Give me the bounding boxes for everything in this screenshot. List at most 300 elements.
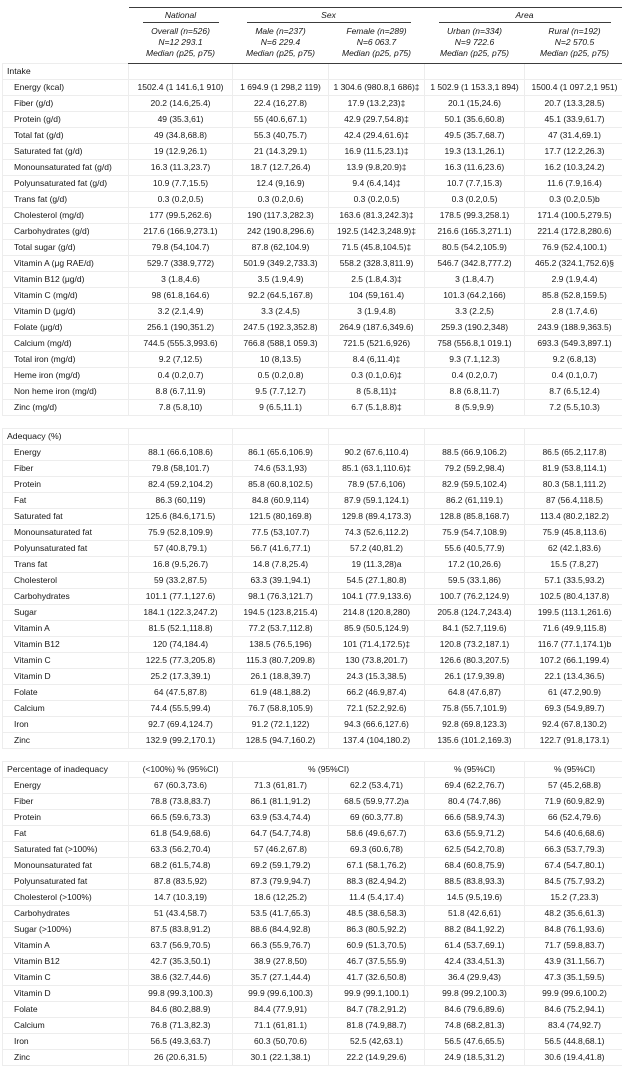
value-cell: 61.9 (48.1,88.2) [233, 685, 329, 701]
value-cell: 67.1 (58.1,76.2) [329, 858, 425, 874]
value-cell: 42.4 (33.4,51.3) [425, 954, 525, 970]
value-cell: 3 (1.8,4.7) [425, 272, 525, 288]
value-cell: 52.5 (42,63.1) [329, 1034, 425, 1050]
value-cell: 55.3 (40,75.7) [233, 128, 329, 144]
value-cell: 120.8 (73.2,187.1) [425, 637, 525, 653]
value-cell: 87.3 (79.9,94.7) [233, 874, 329, 890]
value-cell: 9.2 (7,12.5) [129, 352, 233, 368]
value-cell: 9.2 (6.8,13) [525, 352, 622, 368]
section-spacer [3, 749, 622, 762]
value-cell: 53.5 (41.7,65.3) [233, 906, 329, 922]
table-row [3, 352, 622, 368]
row-label: Energy (kcal) [3, 80, 129, 96]
value-cell: 86.1 (81.1,91.2) [233, 794, 329, 810]
value-cell: 46.7 (37.5,55.9) [329, 954, 425, 970]
row-label: Energy [3, 778, 129, 794]
value-cell: 104.1 (77.9,133.6) [329, 589, 425, 605]
column-header-line: N=9 722.6 [454, 37, 495, 48]
value-cell: 99.8 (99.3,100.3) [129, 986, 233, 1002]
row-label: Energy [3, 445, 129, 461]
value-cell: 62.2 (53.4,71) [329, 778, 425, 794]
value-cell: 242 (190.8,296.6) [233, 224, 329, 240]
value-cell: 9.5 (7.7,12.7) [233, 384, 329, 400]
value-cell: 79.2 (59.2,98.4) [425, 461, 525, 477]
value-cell: 86.3 (80.5,92.2) [329, 922, 425, 938]
value-cell: 87.5 (83.8,91.2) [129, 922, 233, 938]
value-cell: 8.4 (6,11.4)‡ [329, 352, 425, 368]
value-cell: 30.6 (19.4,41.8) [525, 1050, 622, 1066]
row-label: Trans fat (g/d) [3, 192, 129, 208]
value-cell: 76.7 (58.8,105.9) [233, 701, 329, 717]
value-cell: 14.7 (10.3,19) [129, 890, 233, 906]
value-cell: 116.7 (77.1,174.1)b [525, 637, 622, 653]
value-cell: 3.3 (2.4,5) [233, 304, 329, 320]
value-cell: 84.6 (75.2,94.1) [525, 1002, 622, 1018]
value-cell: 71.3 (61,81.7) [233, 778, 329, 794]
row-label: Saturated fat (>100%) [3, 842, 129, 858]
value-cell: 82.4 (59.2,104.2) [129, 477, 233, 493]
value-cell: 1 694.9 (1 298,2 119) [233, 80, 329, 96]
row-label: Non heme iron (mg/d) [3, 384, 129, 400]
value-cell: 38.9 (27.8,50) [233, 954, 329, 970]
value-cell: 19 (11.3,28)a [329, 557, 425, 573]
value-cell: 16.8 (9.5,26.7) [129, 557, 233, 573]
value-cell: 66 (52.4,79.6) [525, 810, 622, 826]
value-cell: 82.9 (59.5,102.4) [425, 477, 525, 493]
row-label: Folate (μg/d) [3, 320, 129, 336]
empty-cell [425, 429, 525, 445]
value-cell: 54.6 (40.6,68.6) [525, 826, 622, 842]
value-cell: 14.8 (7.8,25.4) [233, 557, 329, 573]
row-label: Vitamin A (μg RAE/d) [3, 256, 129, 272]
column-header-line: N=12 293.1 [158, 37, 203, 48]
value-cell: 87.8 (83.5,92) [129, 874, 233, 890]
row-label: Polyunsaturated fat [3, 541, 129, 557]
row-label: Zinc [3, 1050, 129, 1066]
value-cell: 0.5 (0.2,0.8) [233, 368, 329, 384]
value-cell: 51.8 (42.6,61) [425, 906, 525, 922]
empty-cell [233, 429, 329, 445]
value-cell: 62 (42.1,83.6) [525, 541, 622, 557]
value-cell: 35.7 (27.1,44.4) [233, 970, 329, 986]
value-cell: 137.4 (104,180.2) [329, 733, 425, 749]
value-cell: 84.6 (80.2,88.9) [129, 1002, 233, 1018]
table-row [3, 400, 622, 416]
table-row [3, 272, 622, 288]
value-cell: 10.9 (7.7,15.5) [129, 176, 233, 192]
table-row [3, 906, 622, 922]
value-cell: 25.2 (17.3,39.1) [129, 669, 233, 685]
table-row [3, 240, 622, 256]
table-row [3, 208, 622, 224]
value-cell: 10.7 (7.7,15.3) [425, 176, 525, 192]
value-cell: 92.7 (69.4,124.7) [129, 717, 233, 733]
value-cell: 126.6 (80.3,207.5) [425, 653, 525, 669]
column-header-line: Median (p25, p75) [246, 48, 315, 59]
value-cell: 8 (5.8,11)‡ [329, 384, 425, 400]
row-label: Total fat (g/d) [3, 128, 129, 144]
value-cell: 59 (33.2,87.5) [129, 573, 233, 589]
row-label: Vitamin B12 [3, 954, 129, 970]
group-label: National [143, 9, 219, 23]
value-cell: 84.8 (60.9,114) [233, 493, 329, 509]
value-cell: 190 (117.3,282.3) [233, 208, 329, 224]
value-cell: 59.5 (33.1,86) [425, 573, 525, 589]
value-cell: 56.5 (47.6,65.5) [425, 1034, 525, 1050]
row-label: Fat [3, 826, 129, 842]
value-cell: 42.4 (29.4,61.6)‡ [329, 128, 425, 144]
value-cell: 721.5 (521.6,926) [329, 336, 425, 352]
column-header-line: Urban (n=334) [446, 26, 503, 36]
value-cell: 11.6 (7.9,16.4) [525, 176, 622, 192]
value-cell: 86.1 (65.6,106.9) [233, 445, 329, 461]
row-label: Total iron (mg/d) [3, 352, 129, 368]
row-label: Cholesterol (mg/d) [3, 208, 129, 224]
table-row [3, 954, 622, 970]
table-row [3, 288, 622, 304]
row-label: Vitamin C [3, 653, 129, 669]
value-cell: 13.9 (9.8,20.9)‡ [329, 160, 425, 176]
column-subheader: % (95%CI) [425, 762, 525, 778]
value-cell: 26.1 (17.9,39.8) [425, 669, 525, 685]
value-cell: 30.1 (22.1,38.1) [233, 1050, 329, 1066]
value-cell: 68.4 (60.8,75.9) [425, 858, 525, 874]
value-cell: 766.8 (588,1 059.3) [233, 336, 329, 352]
table-row [3, 320, 622, 336]
value-cell: 87 (56.4,118.5) [525, 493, 622, 509]
value-cell: 98 (61.8,164.6) [129, 288, 233, 304]
value-cell: 217.6 (166.9,273.1) [129, 224, 233, 240]
row-label: Fiber [3, 461, 129, 477]
row-label: Iron [3, 717, 129, 733]
column-header-rural [525, 23, 622, 64]
table-row [3, 128, 622, 144]
value-cell: 8.8 (6.7,11.9) [129, 384, 233, 400]
value-cell: 57 (40.8,79.1) [129, 541, 233, 557]
value-cell: 0.3 (0.2,0.5)b [525, 192, 622, 208]
value-cell: 0.3 (0.2,0.5) [425, 192, 525, 208]
group-label: Area [439, 9, 611, 23]
value-cell: 1502.4 (1 141.6,1 910) [129, 80, 233, 96]
row-label: Monounsaturated fat [3, 525, 129, 541]
value-cell: 48.2 (35.6,61.3) [525, 906, 622, 922]
column-header-line: Median (p25, p75) [540, 48, 609, 59]
row-label: Carbohydrates [3, 589, 129, 605]
group-label: Sex [247, 9, 411, 23]
value-cell: 69.3 (60.6,78) [329, 842, 425, 858]
value-cell: 66.3 (55.9,76.7) [233, 938, 329, 954]
row-label: Fat [3, 493, 129, 509]
value-cell: 16.2 (10.3,24.2) [525, 160, 622, 176]
section-title-row [3, 762, 622, 778]
value-cell: 55.6 (40.5,77.9) [425, 541, 525, 557]
table-row [3, 256, 622, 272]
table-row [3, 192, 622, 208]
value-cell: 66.5 (59.6,73.3) [129, 810, 233, 826]
table-row [3, 778, 622, 794]
value-cell: 63.6 (55.9,71.2) [425, 826, 525, 842]
value-cell: 247.5 (192.3,352.8) [233, 320, 329, 336]
value-cell: 69.3 (54.9,89.7) [525, 701, 622, 717]
value-cell: 128.8 (85.8,168.7) [425, 509, 525, 525]
column-header-line: N=2 570.5 [554, 37, 595, 48]
value-cell: 98.1 (76.3,121.7) [233, 589, 329, 605]
table-row [3, 1050, 622, 1066]
value-cell: 76.9 (52.4,100.1) [525, 240, 622, 256]
value-cell: 6.7 (5.1,8.8)‡ [329, 400, 425, 416]
value-cell: 9 (6.5,11.1) [233, 400, 329, 416]
value-cell: 71.9 (60.9,82.9) [525, 794, 622, 810]
table-row [3, 557, 622, 573]
value-cell: 74.6 (53.1,93) [233, 461, 329, 477]
value-cell: 129.8 (89.4,173.3) [329, 509, 425, 525]
value-cell: 2.8 (1.7,4.6) [525, 304, 622, 320]
value-cell: 57.2 (40,81.2) [329, 541, 425, 557]
value-cell: 85.1 (63.1,110.6)‡ [329, 461, 425, 477]
value-cell: 69.2 (59.1,79.2) [233, 858, 329, 874]
row-label: Vitamin B12 [3, 637, 129, 653]
value-cell: 49 (34.8,68.8) [129, 128, 233, 144]
table-row [3, 986, 622, 1002]
value-cell: 56.7 (41.6,77.1) [233, 541, 329, 557]
value-cell: 77.5 (53,107.7) [233, 525, 329, 541]
empty-cell [129, 429, 233, 445]
row-label: Carbohydrates (g/d) [3, 224, 129, 240]
value-cell: 80.3 (58.1,111.2) [525, 477, 622, 493]
value-cell: 22.1 (13.4,36.5) [525, 669, 622, 685]
value-cell: 216.6 (165.3,271.1) [425, 224, 525, 240]
value-cell: 99.9 (99.6,100.2) [525, 986, 622, 1002]
value-cell: 259.3 (190.2,348) [425, 320, 525, 336]
value-cell: 1 502.9 (1 153.3,1 894) [425, 80, 525, 96]
value-cell: 71.7 (59.8,83.7) [525, 938, 622, 954]
section-title-row [3, 429, 622, 445]
row-label: Polyunsaturated fat [3, 874, 129, 890]
row-label: Sugar [3, 605, 129, 621]
value-cell: 79.8 (54,104.7) [129, 240, 233, 256]
value-cell: 41.7 (32.6,50.8) [329, 970, 425, 986]
column-header-row [3, 23, 622, 64]
value-cell: 57 (45.2,68.8) [525, 778, 622, 794]
value-cell: 69.4 (62.2,76.7) [425, 778, 525, 794]
table-row [3, 717, 622, 733]
column-subheader: % (95%CI) [525, 762, 622, 778]
row-label: Folate [3, 685, 129, 701]
value-cell: 64.7 (54.7,74.8) [233, 826, 329, 842]
value-cell: 26.1 (18.8,39.7) [233, 669, 329, 685]
value-cell: 22.4 (16,27.8) [233, 96, 329, 112]
value-cell: 61.4 (53.7,69.1) [425, 938, 525, 954]
value-cell: 86.3 (60,119) [129, 493, 233, 509]
value-cell: 88.1 (66.6,108.6) [129, 445, 233, 461]
row-label: Polyunsaturated fat (g/d) [3, 176, 129, 192]
value-cell: 3 (1.9,4.8) [329, 304, 425, 320]
value-cell: 192.5 (142.3,248.9)‡ [329, 224, 425, 240]
value-cell: 74.4 (55.5,99.4) [129, 701, 233, 717]
value-cell: 177 (99.5,262.6) [129, 208, 233, 224]
column-header-line: Female (n=289) [346, 26, 407, 36]
column-header-overall [129, 23, 233, 64]
value-cell: 75.9 (52.8,109.9) [129, 525, 233, 541]
value-cell: 91.2 (72.1,122) [233, 717, 329, 733]
value-cell: 87.8 (62,104.9) [233, 240, 329, 256]
table-row [3, 573, 622, 589]
value-cell: 87.9 (59.1,124.1) [329, 493, 425, 509]
value-cell: 63.7 (56.9,70.5) [129, 938, 233, 954]
column-subheader: % (95%CI) [233, 762, 425, 778]
value-cell: 15.5 (7.8,27) [525, 557, 622, 573]
value-cell: 81.9 (53.8,114.1) [525, 461, 622, 477]
value-cell: 75.9 (45.8,113.6) [525, 525, 622, 541]
value-cell: 79.8 (58,101.7) [129, 461, 233, 477]
value-cell: 42.9 (29.7,54.8)‡ [329, 112, 425, 128]
value-cell: 84.6 (79.6,89.6) [425, 1002, 525, 1018]
value-cell: 24.3 (15.3,38.5) [329, 669, 425, 685]
table-row [3, 826, 622, 842]
column-header-line: N=6 229.4 [260, 37, 301, 48]
row-label: Zinc [3, 733, 129, 749]
value-cell: 1 304.6 (980.8,1 686)‡ [329, 80, 425, 96]
value-cell: 205.8 (124.7,243.4) [425, 605, 525, 621]
empty-cell [233, 64, 329, 80]
table-row [3, 890, 622, 906]
value-cell: 94.3 (66.6,127.6) [329, 717, 425, 733]
table-row [3, 461, 622, 477]
value-cell: 0.3 (0.1,0.6)‡ [329, 368, 425, 384]
table-row [3, 669, 622, 685]
value-cell: 61.8 (54.9,68.6) [129, 826, 233, 842]
value-cell: 221.4 (172.8,280.6) [525, 224, 622, 240]
row-label: Vitamin C (mg/d) [3, 288, 129, 304]
value-cell: 107.2 (66.1,199.4) [525, 653, 622, 669]
value-cell: 115.3 (80.7,209.8) [233, 653, 329, 669]
value-cell: 99.8 (99.2,100.3) [425, 986, 525, 1002]
value-cell: 546.7 (342.8,777.2) [425, 256, 525, 272]
value-cell: 84.1 (52.7,119.6) [425, 621, 525, 637]
spacer-cell [3, 749, 622, 762]
empty-cell [329, 429, 425, 445]
value-cell: 63.3 (56.2,70.4) [129, 842, 233, 858]
value-cell: 101 (71.4,172.5)‡ [329, 637, 425, 653]
table-row [3, 653, 622, 669]
table-row [3, 176, 622, 192]
value-cell: 744.5 (555.3,993.6) [129, 336, 233, 352]
value-cell: 55 (40.6,67.1) [233, 112, 329, 128]
value-cell: 20.7 (13.3,28.5) [525, 96, 622, 112]
column-header-line: Median (p25, p75) [342, 48, 411, 59]
table-row [3, 509, 622, 525]
value-cell: 199.5 (113.1,261.6) [525, 605, 622, 621]
table-row [3, 922, 622, 938]
value-cell: 100.7 (76.2,124.9) [425, 589, 525, 605]
group-header-national [129, 8, 233, 24]
column-header-female [329, 23, 425, 64]
value-cell: 66.2 (46.9,87.4) [329, 685, 425, 701]
row-label: Folate [3, 1002, 129, 1018]
stub-header-cell [3, 8, 129, 24]
value-cell: 0.3 (0.2,0.6) [233, 192, 329, 208]
table-row [3, 733, 622, 749]
value-cell: 130 (73.8,201.7) [329, 653, 425, 669]
value-cell: 84.4 (77.9,91) [233, 1002, 329, 1018]
column-subheader: (<100%) % (95%CI) [129, 762, 233, 778]
table-row [3, 810, 622, 826]
value-cell: 11.4 (5.4,17.4) [329, 890, 425, 906]
nutrient-intake-table [2, 7, 622, 1066]
value-cell: 9.3 (7.1,12.3) [425, 352, 525, 368]
value-cell: 122.5 (77.3,205.8) [129, 653, 233, 669]
value-cell: 84.5 (75.7,93.2) [525, 874, 622, 890]
value-cell: 14.5 (9.5,19.6) [425, 890, 525, 906]
spacer-cell [3, 416, 622, 429]
table-row [3, 368, 622, 384]
table-row [3, 80, 622, 96]
value-cell: 178.5 (99.3,258.1) [425, 208, 525, 224]
row-label: Heme iron (mg/d) [3, 368, 129, 384]
value-cell: 36.4 (29.9,43) [425, 970, 525, 986]
value-cell: 214.8 (120.8,280) [329, 605, 425, 621]
table-row [3, 685, 622, 701]
value-cell: 113.4 (80.2,182.2) [525, 509, 622, 525]
value-cell: 80.5 (54.2,105.9) [425, 240, 525, 256]
value-cell: 88.2 (84.1,92.2) [425, 922, 525, 938]
table-row [3, 224, 622, 240]
value-cell: 68.5 (59.9,77.2)a [329, 794, 425, 810]
column-header-line: N=6 063.7 [356, 37, 397, 48]
value-cell: 58.6 (49.6,67.7) [329, 826, 425, 842]
value-cell: 61 (47.2,90.9) [525, 685, 622, 701]
value-cell: 69 (60.3,77.8) [329, 810, 425, 826]
row-label: Vitamin D [3, 669, 129, 685]
group-header-row [3, 8, 622, 24]
value-cell: 86.2 (61,119.1) [425, 493, 525, 509]
value-cell: 1500.4 (1 097.2,1 951) [525, 80, 622, 96]
value-cell: 66.3 (53.7,79.3) [525, 842, 622, 858]
value-cell: 135.6 (101.2,169.3) [425, 733, 525, 749]
table-row [3, 970, 622, 986]
table-row [3, 525, 622, 541]
value-cell: 21 (14.3,29.1) [233, 144, 329, 160]
table-row [3, 336, 622, 352]
row-label: Calcium (mg/d) [3, 336, 129, 352]
value-cell: 2.9 (1.9,4.4) [525, 272, 622, 288]
value-cell: 501.9 (349.2,733.3) [233, 256, 329, 272]
value-cell: 243.9 (188.9,363.5) [525, 320, 622, 336]
value-cell: 92.8 (69.8,123.3) [425, 717, 525, 733]
value-cell: 88.6 (84.4,92.8) [233, 922, 329, 938]
value-cell: 529.7 (338.9,772) [129, 256, 233, 272]
column-header-line: Median (p25, p75) [440, 48, 509, 59]
table-row [3, 304, 622, 320]
value-cell: 104 (59,161.4) [329, 288, 425, 304]
table-row [3, 858, 622, 874]
value-cell: 26 (20.6,31.5) [129, 1050, 233, 1066]
value-cell: 24.9 (18.5,31.2) [425, 1050, 525, 1066]
value-cell: 74.3 (52.6,112.2) [329, 525, 425, 541]
row-label: Vitamin A [3, 938, 129, 954]
value-cell: 63.3 (39.1,94.1) [233, 573, 329, 589]
row-label: Protein [3, 477, 129, 493]
value-cell: 71.1 (61,81.1) [233, 1018, 329, 1034]
value-cell: 81.5 (52.1,118.8) [129, 621, 233, 637]
value-cell: 63.9 (53.4,74.4) [233, 810, 329, 826]
section-title: Percentage of inadequacy [3, 762, 129, 778]
value-cell: 49 (35.3,61) [129, 112, 233, 128]
value-cell: 84.8 (76.1,93.6) [525, 922, 622, 938]
value-cell: 74.8 (68.2,81.3) [425, 1018, 525, 1034]
value-cell: 75.8 (55.7,101.9) [425, 701, 525, 717]
empty-cell [425, 64, 525, 80]
